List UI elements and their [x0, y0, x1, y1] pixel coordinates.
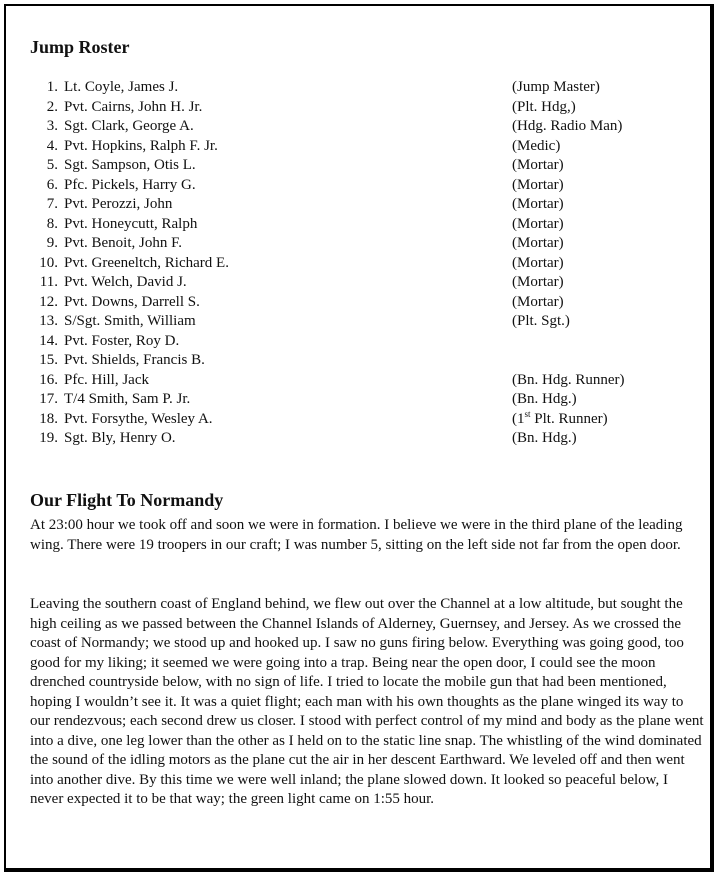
roster-role: (Mortar) — [512, 235, 564, 251]
roster-number: 1. — [46, 79, 58, 95]
roster-role: (Mortar) — [512, 215, 564, 232]
roster-row — [14, 312, 704, 332]
roster-number: 11. — [39, 274, 58, 290]
roster-name: Pvt. Welch, David J. — [64, 274, 187, 290]
roster-role: (Mortar) — [512, 274, 564, 290]
roster-row — [14, 371, 704, 391]
roster-role: (Mortar) — [512, 254, 564, 271]
roster-row — [14, 351, 704, 371]
roster-row — [14, 98, 704, 118]
roster-list — [14, 78, 704, 449]
roster-role: (Medic) — [512, 137, 561, 154]
roster-row — [14, 78, 704, 98]
roster-number: 5. — [46, 157, 58, 173]
roster-number: 18. — [39, 410, 58, 427]
roster-row — [14, 332, 704, 352]
roster-row — [14, 254, 704, 274]
roster-role: (Bn. Hdg.) — [512, 391, 577, 407]
roster-number: 13. — [39, 313, 58, 329]
flight-paragraph: Leaving the southern coast of England behind, we flew out over the Channel at a low altitude, but sought the high ceiling as we passed between the Channel Islands of Alderney, Guernsey, and Jersey. As we crossed the coast of Normandy; we stood up and hooked up. I saw no guns firing below. Everything was going good, too good for my liking; it seemed we were going into a trap. Being near the open door, I could see the moon drenched countryside below, with no sign of life. I tried to locate the mobile gun that had been mentioned, hoping I wouldn’t see it. It was a quiet flight; each man with his own thoughts as the plane winged its way to our rendezvous; each second drew us closer. I stood with perfect control of my mind and body as the plane went into a dive, one leg lower than the other as I held on to the static line snap. The whistling of the wind dominated the sound of the idling motors as the plane cut the air in her descent Earthward. We leveled off and then went into another dive. By this time we were well inland; the plane slowed down. It looked so peaceful below, I never expected it to be that way; the green light came on 1:55 hour. — [30, 596, 704, 807]
roster-name: Pvt. Shields, Francis B. — [64, 352, 205, 368]
roster-number: 4. — [46, 137, 58, 154]
roster-row — [14, 156, 704, 176]
roster-name: T/4 Smith, Sam P. Jr. — [64, 391, 191, 407]
roster-name: Pvt. Honeycutt, Ralph — [64, 215, 198, 232]
document-page — [4, 4, 714, 872]
roster-name: Sgt. Clark, George A. — [64, 118, 194, 134]
roster-name: Lt. Coyle, James J. — [64, 79, 179, 95]
roster-name: Pfc. Pickels, Harry G. — [64, 176, 196, 193]
roster-number: 3. — [46, 118, 58, 134]
roster-row — [14, 293, 704, 313]
roster-role: (Mortar) — [512, 176, 564, 193]
roster-title: Jump Roster — [30, 37, 130, 57]
roster-name: Sgt. Bly, Henry O. — [64, 430, 176, 446]
roster-role: (Mortar) — [512, 196, 564, 212]
roster-name: Pvt. Hopkins, Ralph F. Jr. — [64, 137, 218, 154]
roster-row — [14, 195, 704, 215]
roster-number: 2. — [46, 98, 58, 115]
roster-role-superscript: st — [524, 408, 531, 419]
roster-name: Pvt. Benoit, John F. — [64, 235, 182, 251]
roster-role: (Jump Master) — [512, 79, 600, 95]
roster-row — [14, 176, 704, 196]
roster-name: Pvt. Forsythe, Wesley A. — [64, 410, 213, 427]
roster-role — [512, 410, 608, 430]
roster-row — [14, 215, 704, 235]
roster-row — [14, 273, 704, 293]
roster-name: S/Sgt. Smith, William — [64, 313, 196, 329]
roster-role: (Mortar) — [512, 157, 564, 173]
roster-name: Pfc. Hill, Jack — [64, 371, 149, 388]
roster-number: 7. — [46, 196, 58, 212]
roster-number: 17. — [39, 391, 58, 407]
roster-number: 6. — [46, 176, 58, 193]
roster-role-suffix: Plt. Runner) — [530, 410, 608, 427]
flight-paragraph: At 23:00 hour we took off and soon we were in formation. I believe we were in the third plane of the leading wing. There were 19 troopers in our craft; I was number 5, sitting on the left side not far from the open door. — [30, 517, 683, 553]
roster-name: Pvt. Foster, Roy D. — [64, 332, 180, 349]
roster-role: (Hdg. Radio Man) — [512, 118, 623, 134]
roster-row — [14, 117, 704, 137]
flight-section-title: Our Flight To Normandy — [30, 490, 224, 510]
roster-role: (Plt. Hdg,) — [512, 98, 576, 115]
roster-role: (Bn. Hdg. Runner) — [512, 371, 625, 388]
roster-row — [14, 410, 704, 430]
roster-name: Pvt. Downs, Darrell S. — [64, 293, 200, 310]
roster-role: (Mortar) — [512, 293, 564, 310]
roster-number: 15. — [39, 352, 58, 368]
roster-row — [14, 390, 704, 410]
roster-row — [14, 429, 704, 449]
roster-name: Sgt. Sampson, Otis L. — [64, 157, 196, 173]
roster-role: (Bn. Hdg.) — [512, 430, 577, 446]
roster-number: 14. — [39, 332, 58, 349]
roster-role-prefix: (1 — [512, 410, 525, 427]
roster-role: (Plt. Sgt.) — [512, 313, 570, 329]
roster-row — [14, 234, 704, 254]
roster-name: Pvt. Perozzi, John — [64, 196, 173, 212]
roster-number: 19. — [39, 430, 58, 446]
roster-number: 9. — [46, 235, 58, 251]
roster-number: 12. — [39, 293, 58, 310]
roster-name: Pvt. Greeneltch, Richard E. — [64, 254, 229, 271]
roster-number: 10. — [39, 254, 58, 271]
roster-number: 16. — [39, 371, 58, 388]
roster-row — [14, 137, 704, 157]
roster-name: Pvt. Cairns, John H. Jr. — [64, 98, 203, 115]
roster-number: 8. — [46, 215, 58, 232]
